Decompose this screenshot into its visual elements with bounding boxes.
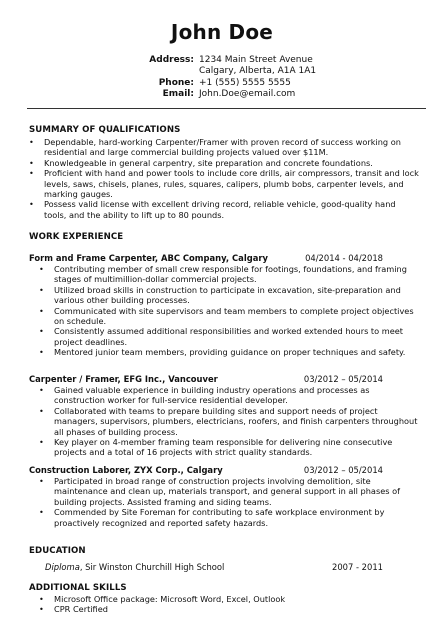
list-item: • Participated in broad range of construction projects involving demolition, site maintenance and clean up, materials transport, and general support in all phases of building projects. Assisted framing and siding teams. [29,476,419,507]
list-item: • Proficient with hand and power tools to include core drills, air compressors, transit and lock levels, saws, chisels, planes, rules, squares, calipers, plumb bobs, carpenter levels, and marking gauges. [29,168,419,199]
contact-label: Phone: [158,77,194,88]
list-item: • Commended by Site Foreman for contributing to safe workplace environment by proactively recognized and reported safety hazards. [29,507,419,528]
header-divider [27,108,426,109]
contact-value: +1 (555) 5555 5555 [199,77,291,88]
contact-phone [0,78,444,89]
contact-address [0,55,444,66]
job-title: Carpenter / Framer, EFG Inc., Vancouver [29,374,218,384]
list-item: • CPR Certified [29,604,419,614]
skills-list [29,594,419,615]
list-item: • Collaborated with teams to prepare building sites and support needs of project managers, supervisors, plumbers, electricians, roofers, and finish carpenters throughout all phases of building process. [29,406,419,437]
education-row [45,562,383,573]
list-item: • Possess valid license with excellent driving record, reliable vehicle, good-quality hand tools, and the ability to lift up to 80 pounds. [29,199,419,220]
section-title-experience: WORK EXPERIENCE [29,232,124,242]
list-item: • Contributing member of small crew responsible for footings, foundations, and framing stages of multimillion-dollar commercial projects. [29,264,419,285]
job-title: Construction Laborer, ZYX Corp., Calgary [29,465,223,475]
section-title-education: EDUCATION [29,546,86,556]
job-duties-list [29,476,419,528]
list-item: • Consistently assumed additional responsibilities and worked extended hours to meet project deadlines. [29,326,419,347]
job-duties-list [29,385,419,458]
job-dates: 03/2012 – 05/2014 [303,374,383,384]
list-item: • Dependable, hard-working Carpenter/Framer with proven record of success working on residential and large commercial building projects valued over $11M. [29,137,419,158]
job-header [29,253,383,264]
education-dates: 2007 - 2011 [332,562,383,572]
list-item: • Microsoft Office package: Microsoft Word, Excel, Outlook [29,594,419,604]
list-item: • Key player on 4-member framing team responsible for delivering nine consecutive projects and a total of 16 projects with strict quality standards. [29,437,419,458]
list-item: • Communicated with site supervisors and team members to complete project objectives on schedule. [29,306,419,327]
list-item: • Mentored junior team members, providing guidance on proper techniques and safety. [29,347,419,357]
job-dates: 04/2014 - 04/2018 [305,253,383,263]
contact-label: Email: [162,89,194,100]
job-title: Form and Frame Carpenter, ABC Company, Calgary [29,253,268,263]
candidate-name: John Doe [170,20,274,44]
contact-city [0,66,444,77]
section-title-skills: ADDITIONAL SKILLS [29,583,127,593]
list-item: • Utilized broad skills in construction to participate in excavation, site-preparation and various other building processes. [29,285,419,306]
education-school: , Sir Winston Churchill High School [79,562,225,572]
list-item: • Knowledgeable in general carpentry, site preparation and concrete foundations. [29,158,419,168]
job-header [29,465,383,476]
list-item: • Gained valuable experience in building industry operations and processes as construction worker for full-service residential developer. [29,385,419,406]
contact-value: 1234 Main Street Avenue [199,55,313,65]
job-dates: 03/2012 – 05/2014 [303,465,383,475]
section-title-qualifications: SUMMARY OF QUALIFICATIONS [29,125,181,135]
contact-block [0,55,444,101]
job-header [29,374,383,385]
qualifications-list [29,137,419,220]
job-duties-list [29,264,419,358]
contact-value: John.Doe@email.com [199,89,296,100]
contact-value: Calgary, Alberta, A1A 1A1 [199,66,317,77]
education-degree: Diploma [45,562,80,572]
contact-label: Address: [149,55,194,65]
contact-email [0,89,444,100]
